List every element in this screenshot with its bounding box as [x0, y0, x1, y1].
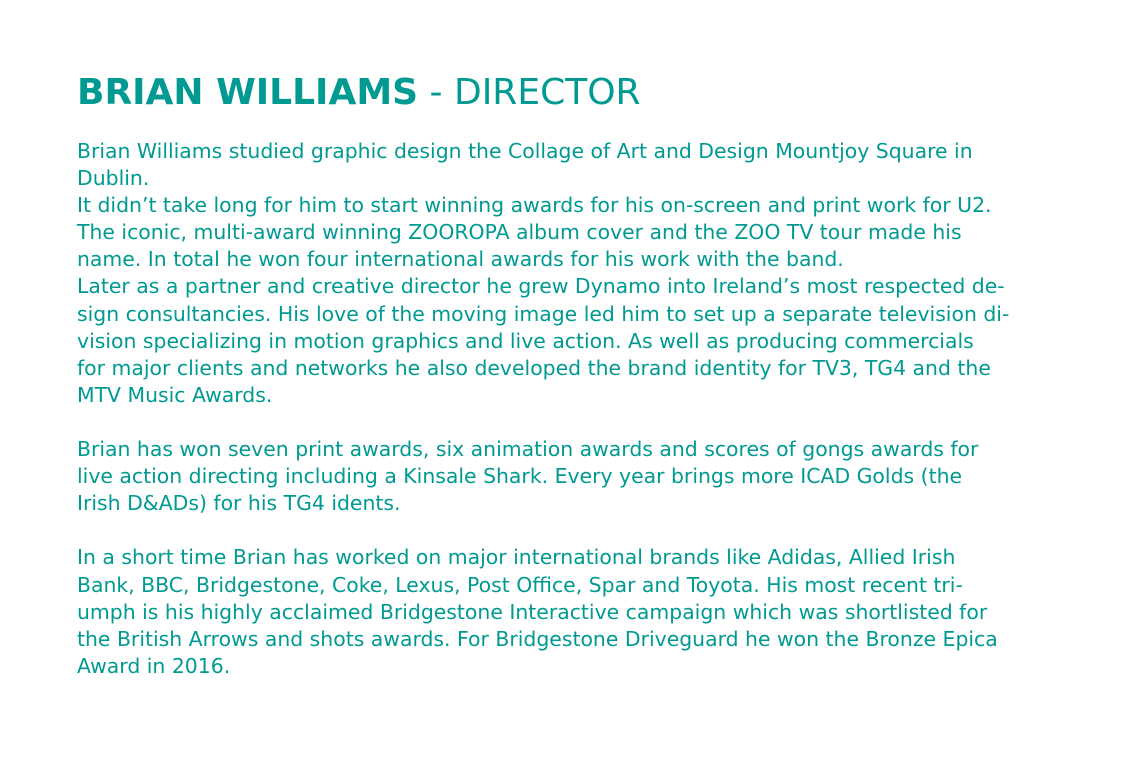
text-line: In a short time Brian has worked on major international brands like Adidas, Allied Irish [77, 545, 956, 570]
text-line: Award in 2016. [77, 653, 231, 678]
text-line: the British Arrows and shots awards. For Bridgestone Driveguard he won the Bronze Epica [77, 626, 998, 651]
paragraph-spacer [77, 409, 1077, 436]
bio-paragraph-3 [77, 544, 1077, 679]
bio-paragraph-1 [77, 138, 1077, 409]
text-line: It didn’t take long for him to start winning awards for his on-screen and print work for U2. [77, 193, 992, 218]
text-line: Later as a partner and creative director he grew Dynamo into Ireland’s most respected de- [77, 274, 1005, 299]
text-line: Irish D&ADs) for his TG4 idents. [77, 491, 401, 516]
paragraph-spacer [77, 517, 1077, 544]
text-line: Bank, BBC, Bridgestone, Coke, Lexus, Post Office, Spar and Toyota. His most recent tri- [77, 572, 963, 597]
text-line: Brian has won seven print awards, six animation awards and scores of gongs awards for [77, 437, 979, 462]
bio-paragraph-2 [77, 436, 1077, 517]
text-line: live action directing including a Kinsale Shark. Every year brings more ICAD Golds (the [77, 464, 963, 489]
text-line: for major clients and networks he also developed the brand identity for TV3, TG4 and the [77, 355, 991, 380]
text-line: Dublin. [77, 166, 150, 191]
director-role: DIRECTOR [453, 72, 641, 113]
title-separator: - [418, 72, 454, 113]
text-line: Brian Williams studied graphic design the Collage of Art and Design Mountjoy Square in [77, 139, 973, 163]
director-name: BRIAN WILLIAMS [77, 72, 419, 113]
text-line: vision specializing in motion graphics and live action. As well as producing commercials [77, 328, 974, 353]
text-line: The iconic, multi-award winning ZOOROPA album cover and the ZOO TV tour made his [77, 220, 962, 245]
text-line: umph is his highly acclaimed Bridgestone Interactive campaign which was shortlisted for [77, 599, 988, 624]
text-line: name. In total he won four international awards for his work with the band. [77, 247, 844, 272]
text-line: sign consultancies. His love of the moving image led him to set up a separate television di- [77, 301, 1010, 326]
bio-body [77, 138, 1077, 680]
page-title [77, 70, 1084, 116]
text-line: MTV Music Awards. [77, 382, 273, 407]
